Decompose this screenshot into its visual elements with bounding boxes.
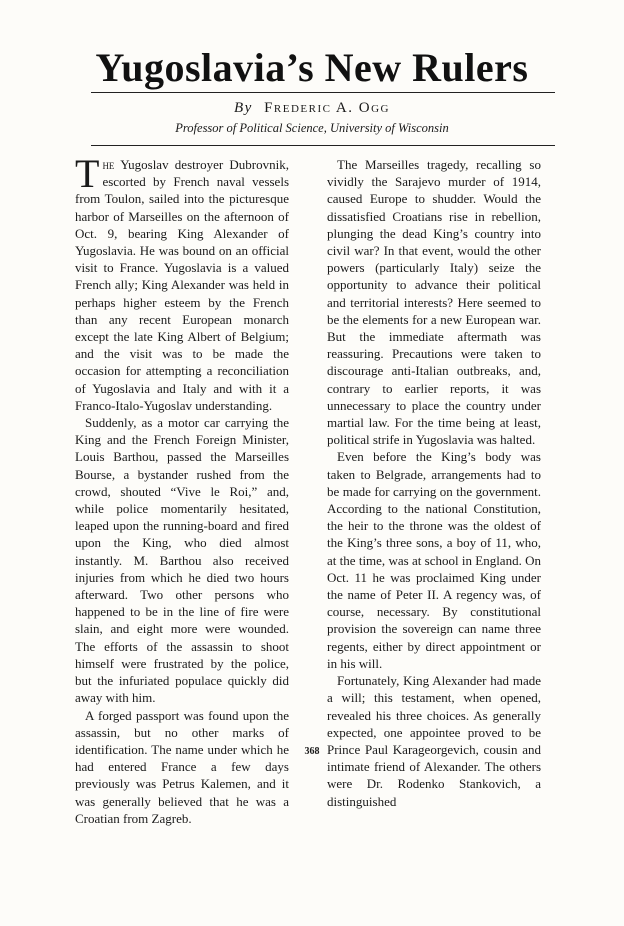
drop-cap: T — [75, 151, 100, 196]
paragraph: Fortunately, King Alexander had made a will; this testament, when opened, revealed his three choices. As generally expected, one appointee proved to be Prince Paul Karageorgevich, cousin and intimate friend of Alexander. The others were Dr. Rodenko Stankovich, a distinguished — [327, 673, 541, 809]
paragraph: A forged passport was found upon the assassin, but no other marks of identification. The name under which he had entered France a few days previously was Petrus Kalemen, and it was generally believed that he was a Croatian from Zagreb. — [75, 707, 289, 826]
byline-by: By — [234, 100, 253, 116]
paragraph: Suddenly, as a motor car carrying the King and the French Foreign Minister, Louis Barthou, passed the Marseilles Bourse, a bystander rushed from the crowd, shouted “Vive le Roi,” and, while police momentarily hesitated, leaped upon the running-board and fired upon the King, who died almost instantly. M. Barthou also received injuries from which he died two hours afterward. Two other persons who happened to be in the line of fire were slain, and eight more were wounded. The efforts of the assassin to shoot himself were frustrated by the police, but the infuriated populace quickly did away with him. — [75, 415, 289, 706]
author-name: Frederic A. Ogg — [264, 100, 390, 116]
left-column — [75, 151, 289, 827]
paragraph-text: Yugoslav destroyer Dubrovnik, escorted by French naval vessels from Toulon, sailed into the picturesque harbor of Marseilles on the afternoon of Oct. 9, bearing King Alexander of Yugoslavia. He was bound on an official visit to France. Yugoslavia is a valued French ally; King Alexander was held in perhaps higher esteem by the French than any recent European monarch except the late King Albert of Belgium; and the visit was to be made the occasion for attempting a reconciliation of Yugoslavia and Italy and with it a Franco-Italo-Yugoslav understanding. — [75, 157, 289, 413]
article-title: Yugoslavia’s New Rulers — [95, 45, 529, 90]
first-word-rest: he — [102, 157, 115, 172]
right-column — [327, 156, 541, 810]
paragraph: The Marseilles tragedy, recalling so vividly the Sarajevo murder of 1914, caused Europe to shudder. Would the dissatisfied Croatians rise in rebellion, plunging the dead King’s country into civil war? In that event, would the other powers (particularly Italy) seize the opportunity to advance their political and territorial interests? Here seemed to be the elements for a new European war. But the immediate aftermath was reassuring. Precautions were taken to discourage anti-Italian outbreaks, and, contrary to earlier reports, it was unnecessary to place the country under martial law. For the time being at least, political strife in Yugoslavia was halted. — [327, 157, 541, 448]
title-rule — [91, 92, 555, 93]
byline-rule — [91, 145, 555, 146]
paragraph: Even before the King’s body was taken to Belgrade, arrangements had to be made for carrying on the government. According to the national Constitution, the heir to the throne was the oldest of the King’s three sons, a boy of 11, who, at the time, was at school in England. On Oct. 11 he was proclaimed King under the name of Peter II. A regency was, of course, necessary. By constitutional provision the sovereign can name three regents, either by direct appointment or in his will. — [327, 449, 541, 671]
paragraph — [75, 151, 289, 414]
author-affiliation: Professor of Political Science, University of Wisconsin — [175, 121, 449, 135]
byline — [0, 100, 624, 117]
page-number: 368 — [304, 746, 320, 757]
